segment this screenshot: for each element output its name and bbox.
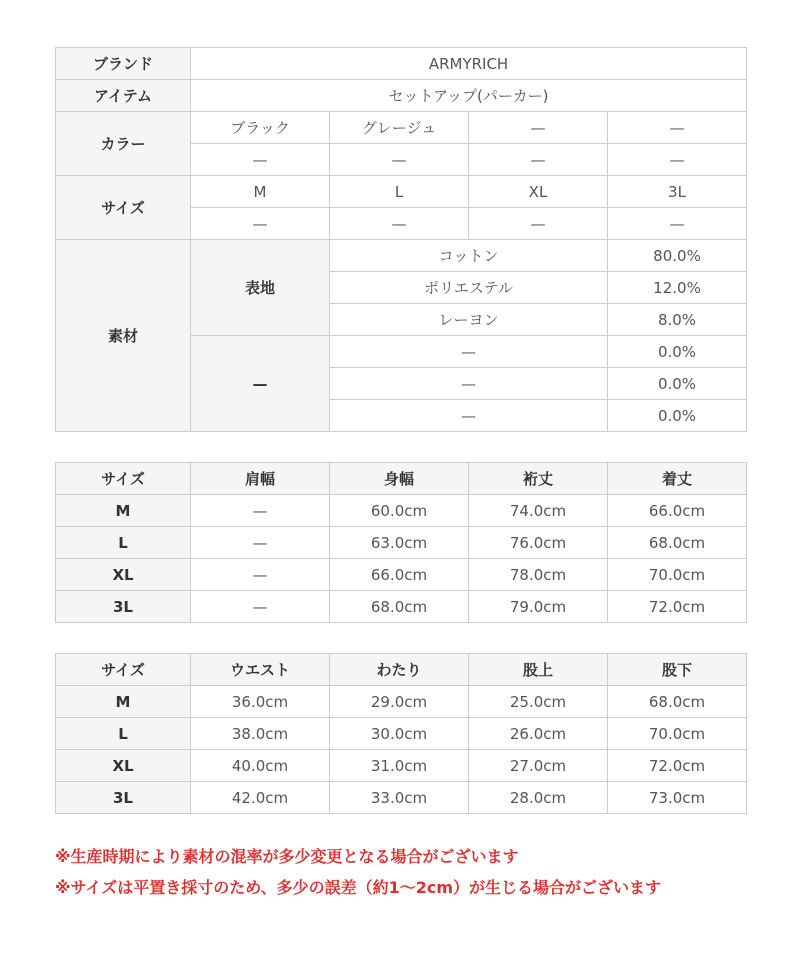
- column-header: 着丈: [608, 463, 747, 495]
- measurement-cell: 66.0cm: [330, 559, 469, 591]
- item-value: セットアップ(パーカー): [191, 80, 747, 112]
- measurement-cell: 38.0cm: [191, 718, 330, 750]
- row-size-label: L: [56, 527, 191, 559]
- row-size-label: 3L: [56, 591, 191, 623]
- table-header-row: [56, 463, 747, 495]
- measurement-cell: —: [191, 527, 330, 559]
- brand-value: ARMYRICH: [191, 48, 747, 80]
- measurement-cell: 68.0cm: [608, 527, 747, 559]
- table-row: [56, 80, 747, 112]
- size-cell: —: [469, 208, 608, 240]
- row-size-label: L: [56, 718, 191, 750]
- size-cell: —: [330, 208, 469, 240]
- row-size-label: M: [56, 495, 191, 527]
- row-size-label: M: [56, 686, 191, 718]
- color-cell: —: [469, 112, 608, 144]
- material-percent-cell: 80.0%: [608, 240, 747, 272]
- row-size-label: XL: [56, 559, 191, 591]
- measurement-cell: 42.0cm: [191, 782, 330, 814]
- size-cell: —: [191, 208, 330, 240]
- material-label: 素材: [56, 240, 191, 432]
- measurement-cell: 33.0cm: [330, 782, 469, 814]
- table-row: [56, 48, 747, 80]
- material-group-label: 表地: [191, 240, 330, 336]
- size-cell: XL: [469, 176, 608, 208]
- measurement-cell: 68.0cm: [608, 686, 747, 718]
- top-measurement-table: [55, 462, 747, 623]
- material-name-cell: ポリエステル: [330, 272, 608, 304]
- measurement-cell: 74.0cm: [469, 495, 608, 527]
- measurement-cell: 60.0cm: [330, 495, 469, 527]
- column-header: サイズ: [56, 654, 191, 686]
- material-percent-cell: 8.0%: [608, 304, 747, 336]
- measurement-cell: 36.0cm: [191, 686, 330, 718]
- bottom-measurement-table: [55, 653, 747, 814]
- column-header: 裄丈: [469, 463, 608, 495]
- material-name-cell: コットン: [330, 240, 608, 272]
- table-row: [56, 750, 747, 782]
- color-cell: —: [469, 144, 608, 176]
- row-size-label: XL: [56, 750, 191, 782]
- row-size-label: 3L: [56, 782, 191, 814]
- material-percent-cell: 0.0%: [608, 336, 747, 368]
- size-cell: M: [191, 176, 330, 208]
- measurement-cell: 25.0cm: [469, 686, 608, 718]
- measurement-cell: 29.0cm: [330, 686, 469, 718]
- color-label: カラー: [56, 112, 191, 176]
- column-header: 身幅: [330, 463, 469, 495]
- measurement-cell: 68.0cm: [330, 591, 469, 623]
- column-header: 股下: [608, 654, 747, 686]
- measurement-cell: 70.0cm: [608, 718, 747, 750]
- material-ratio-note: ※生産時期により素材の混率が多少変更となる場合がございます: [55, 847, 519, 866]
- measurement-tolerance-note: ※サイズは平置き採寸のため、多少の誤差（約1〜2cm）が生じる場合がございます: [55, 878, 662, 898]
- brand-label: ブランド: [56, 48, 191, 80]
- table-row: [56, 782, 747, 814]
- material-name-cell: —: [330, 368, 608, 400]
- item-label: アイテム: [56, 80, 191, 112]
- measurement-cell: 28.0cm: [469, 782, 608, 814]
- measurement-cell: —: [191, 559, 330, 591]
- measurement-cell: 27.0cm: [469, 750, 608, 782]
- size-cell: —: [608, 208, 747, 240]
- measurement-cell: 40.0cm: [191, 750, 330, 782]
- material-percent-cell: 0.0%: [608, 368, 747, 400]
- table-header-row: [56, 654, 747, 686]
- column-header: 股上: [469, 654, 608, 686]
- column-header: サイズ: [56, 463, 191, 495]
- color-cell: グレージュ: [330, 112, 469, 144]
- table-row: [56, 176, 747, 208]
- table-row: [56, 495, 747, 527]
- material-name-cell: レーヨン: [330, 304, 608, 336]
- material-name-cell: —: [330, 400, 608, 432]
- table-row: [56, 527, 747, 559]
- measurement-cell: 66.0cm: [608, 495, 747, 527]
- material-percent-cell: 0.0%: [608, 400, 747, 432]
- size-cell: L: [330, 176, 469, 208]
- measurement-cell: 70.0cm: [608, 559, 747, 591]
- disclaimer-notes: [55, 847, 746, 897]
- measurement-cell: 79.0cm: [469, 591, 608, 623]
- table-row: [56, 559, 747, 591]
- color-cell: —: [330, 144, 469, 176]
- size-cell: 3L: [608, 176, 747, 208]
- table-row: [56, 591, 747, 623]
- material-name-cell: —: [330, 336, 608, 368]
- measurement-cell: 30.0cm: [330, 718, 469, 750]
- measurement-cell: 72.0cm: [608, 750, 747, 782]
- measurement-cell: —: [191, 591, 330, 623]
- table-row: [56, 718, 747, 750]
- material-group-label: —: [191, 336, 330, 432]
- measurement-cell: 72.0cm: [608, 591, 747, 623]
- measurement-cell: 26.0cm: [469, 718, 608, 750]
- spacer: [55, 432, 746, 462]
- table-row: [56, 240, 747, 272]
- measurement-cell: 73.0cm: [608, 782, 747, 814]
- size-label: サイズ: [56, 176, 191, 240]
- product-info-table: [55, 47, 747, 432]
- measurement-cell: 31.0cm: [330, 750, 469, 782]
- color-cell: —: [191, 144, 330, 176]
- measurement-cell: 63.0cm: [330, 527, 469, 559]
- column-header: わたり: [330, 654, 469, 686]
- material-percent-cell: 12.0%: [608, 272, 747, 304]
- table-row: [56, 112, 747, 144]
- measurement-cell: —: [191, 495, 330, 527]
- table-row: [56, 686, 747, 718]
- column-header: ウエスト: [191, 654, 330, 686]
- column-header: 肩幅: [191, 463, 330, 495]
- measurement-cell: 78.0cm: [469, 559, 608, 591]
- color-cell: —: [608, 112, 747, 144]
- color-cell: ブラック: [191, 112, 330, 144]
- color-cell: —: [608, 144, 747, 176]
- spacer: [55, 623, 746, 653]
- measurement-cell: 76.0cm: [469, 527, 608, 559]
